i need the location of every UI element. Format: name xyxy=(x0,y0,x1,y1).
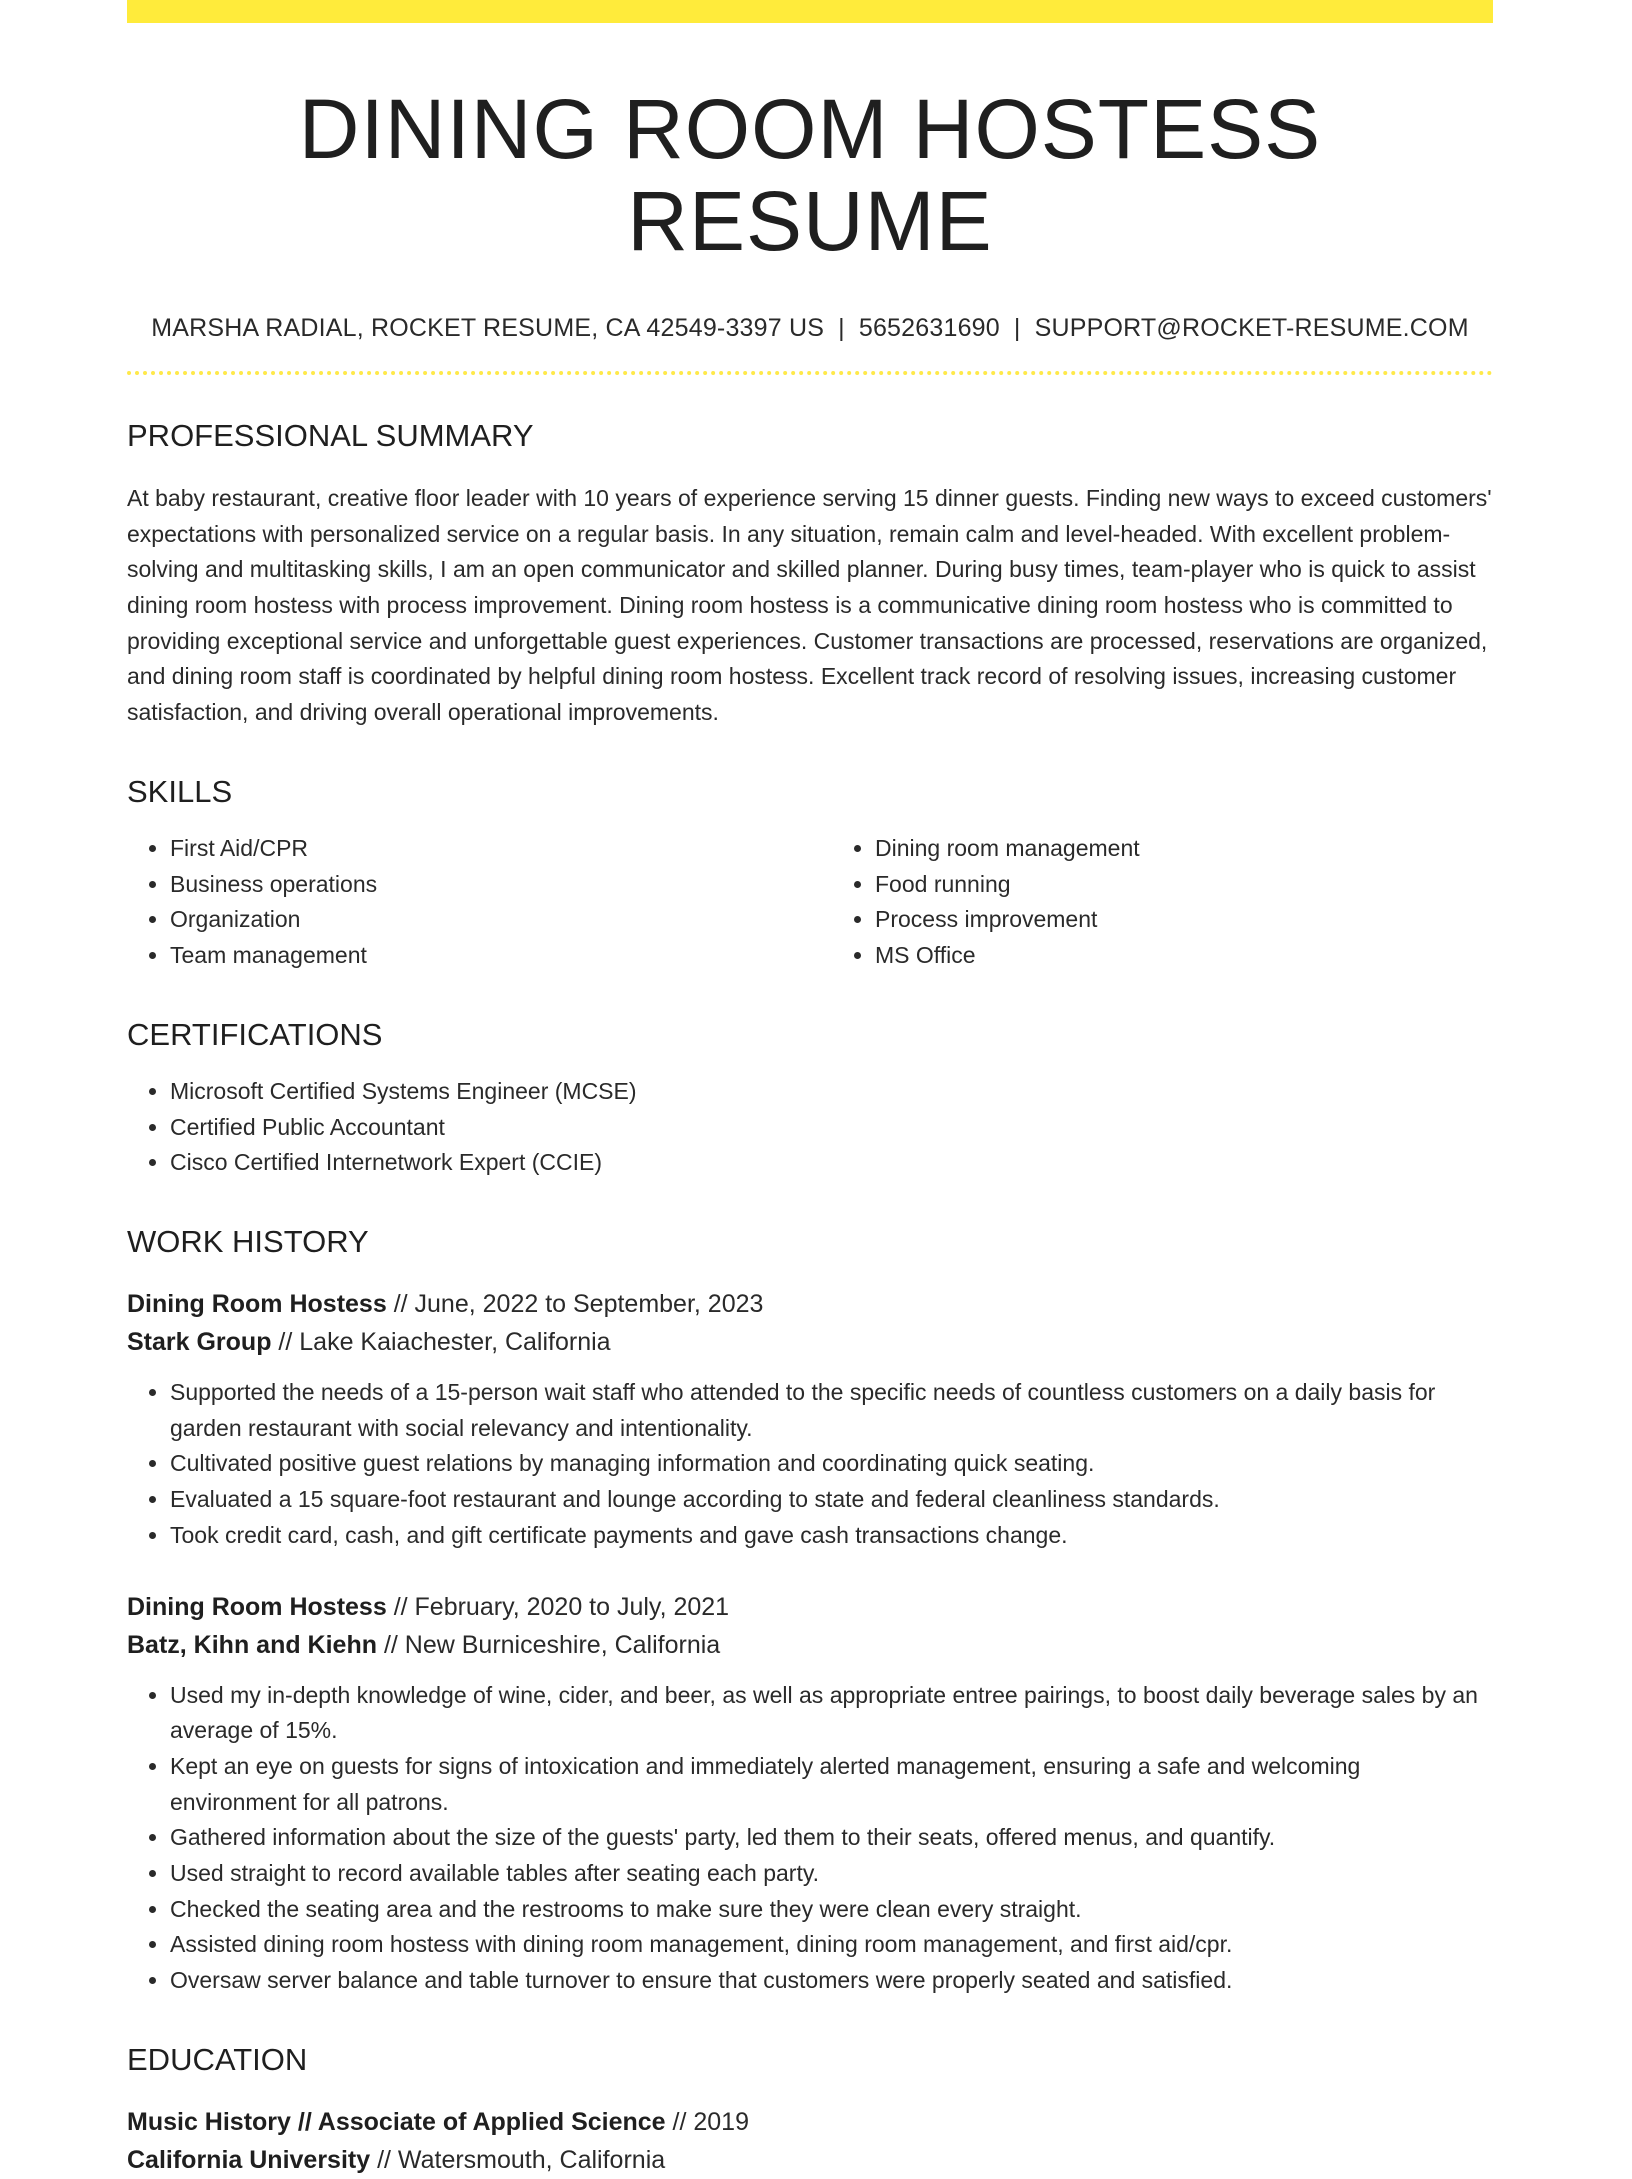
job-bullet: • Evaluated a 15 square-foot restaurant and lounge according to state and federal cleanliness standards. xyxy=(170,1482,1493,1518)
skill-item: • Process improvement xyxy=(875,902,1493,938)
job-bullet: • Supported the needs of a 15-person wait staff who attended to the specific needs of countless customers on a daily basis for garden restaurant with social relevancy and intentionality. xyxy=(170,1375,1493,1446)
resume-title: DINING ROOM HOSTESS RESUME xyxy=(298,82,1322,269)
work-history-heading: WORK HISTORY xyxy=(127,1223,369,1259)
education-school-line xyxy=(127,2141,1493,2179)
job-bullets xyxy=(127,1375,1493,1554)
education-heading: EDUCATION xyxy=(127,2041,308,2077)
accent-bar xyxy=(127,0,1493,23)
job-bullet: • Took credit card, cash, and gift certificate payments and gave cash transactions change. xyxy=(170,1518,1493,1554)
job-dates: // February, 2020 to July, 2021 xyxy=(386,1592,730,1621)
job-bullet: • Assisted dining room hostess with dining room management, dining room management, and first aid/cpr. xyxy=(170,1927,1493,1963)
job-bullets xyxy=(127,1678,1493,1999)
skill-item: • MS Office xyxy=(875,938,1493,974)
contact-email: SUPPORT@ROCKET-RESUME.COM xyxy=(1034,313,1469,342)
education-school: California University xyxy=(127,2145,371,2174)
skill-item: • First Aid/CPR xyxy=(170,831,788,867)
job-bullet: • Checked the seating area and the restrooms to make sure they were clean every straight. xyxy=(170,1892,1493,1928)
contact-separator: | xyxy=(838,313,845,342)
certification-item: • Microsoft Certified Systems Engineer (MCSE) xyxy=(170,1074,1493,1110)
job-bullet: • Used my in-depth knowledge of wine, cider, and beer, as well as appropriate entree pairings, to boost daily beverage sales by an average of 15%. xyxy=(170,1678,1493,1749)
job-company-line xyxy=(127,1626,1493,1664)
skills-list-right xyxy=(832,831,1493,974)
education-degree-line xyxy=(127,2103,1493,2141)
job-company: Stark Group xyxy=(127,1328,272,1356)
job-title: Dining Room Hostess xyxy=(127,1290,387,1318)
contact-address: MARSHA RADIAL, ROCKET RESUME, CA 42549-3397 US xyxy=(151,313,825,342)
job-company: Batz, Kihn and Kiehn xyxy=(127,1630,377,1659)
skill-item: • Business operations xyxy=(170,867,788,903)
skills-heading: SKILLS xyxy=(127,773,233,809)
job-title-line xyxy=(127,1285,1493,1323)
contact-line xyxy=(127,314,1493,343)
certification-item: • Certified Public Accountant xyxy=(170,1110,1493,1146)
job-bullet: • Gathered information about the size of the guests' party, led them to their seats, offered menus, and quantify. xyxy=(170,1820,1493,1856)
job-entry xyxy=(127,1285,1493,1554)
job-title: Dining Room Hostess xyxy=(127,1592,387,1621)
certifications-list xyxy=(127,1074,1493,1181)
job-bullet: • Kept an eye on guests for signs of intoxication and immediately alerted management, ensuring a safe and welcoming environment for all patrons. xyxy=(170,1749,1493,1820)
job-entry xyxy=(127,1588,1493,1999)
education-location: // Watersmouth, California xyxy=(370,2145,666,2174)
education-year: // 2019 xyxy=(665,2107,749,2136)
skills-list-left xyxy=(127,831,788,974)
contact-separator: | xyxy=(1013,313,1021,342)
skill-item: • Dining room management xyxy=(875,831,1493,867)
education-entry xyxy=(127,2103,1493,2179)
summary-heading: PROFESSIONAL SUMMARY xyxy=(127,417,534,453)
header-divider xyxy=(127,371,1493,375)
job-location: // New Burniceshire, California xyxy=(377,1630,721,1659)
resume-page xyxy=(127,0,1493,2179)
job-bullet: • Oversaw server balance and table turnover to ensure that customers were properly seated and satisfied. xyxy=(170,1963,1493,1999)
skill-item: • Food running xyxy=(875,867,1493,903)
job-location: // Lake Kaiachester, California xyxy=(271,1328,611,1356)
education-degree: Music History // Associate of Applied Science xyxy=(127,2107,666,2136)
skill-item: • Organization xyxy=(170,902,788,938)
skills-grid xyxy=(127,831,1493,974)
job-header xyxy=(127,1285,1493,1361)
job-dates: // June, 2022 to September, 2023 xyxy=(386,1290,764,1318)
summary-text: At baby restaurant, creative floor leader with 10 years of experience serving 15 dinner guests. Finding new ways to exceed customers' expectations with personalized service on a regular basis. In any situation, remain calm and level-headed. With excellent problem-solving and multitasking skills, I am an open communicator and skilled planner. During busy times, team-player who is quick to assist dining room hostess with process improvement. Dining room hostess is a communicative dining room hostess who is committed to providing exceptional service and unforgettable guest experiences. Customer transactions are processed, reservations are organized, and dining room staff is coordinated by helpful dining room hostess. Excellent track record of resolving issues, increasing customer satisfaction, and driving overall operational improvements. xyxy=(127,484,1492,726)
skill-item: • Team management xyxy=(170,938,788,974)
job-bullet: • Used straight to record available tables after seating each party. xyxy=(170,1856,1493,1892)
certifications-heading: CERTIFICATIONS xyxy=(127,1016,383,1052)
job-header xyxy=(127,1588,1493,1664)
job-bullet: • Cultivated positive guest relations by managing information and coordinating quick seating. xyxy=(170,1446,1493,1482)
certification-item: • Cisco Certified Internetwork Expert (CCIE) xyxy=(170,1145,1493,1181)
job-company-line xyxy=(127,1323,1493,1361)
job-title-line xyxy=(127,1588,1493,1626)
contact-phone: 5652631690 xyxy=(858,313,1000,342)
